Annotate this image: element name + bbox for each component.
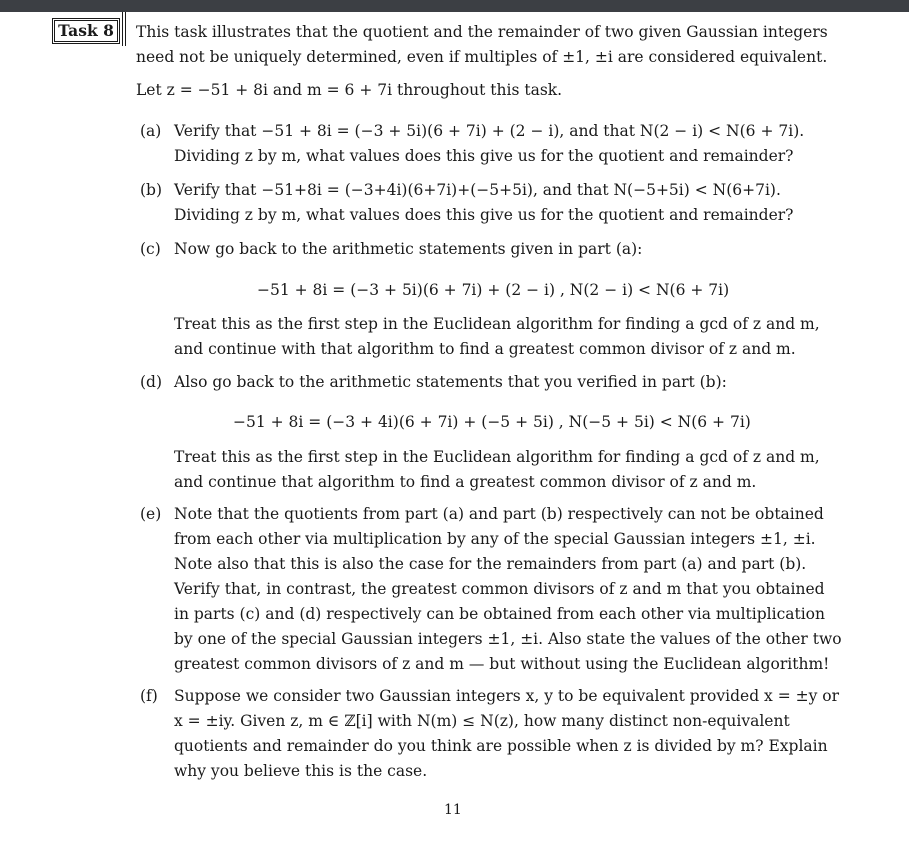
part-label: (b)	[140, 181, 163, 199]
part-line: Treat this as the first step in the Euclidean algorithm for finding a gcd of z and m,	[174, 315, 820, 333]
part-line: Also go back to the arithmetic statements that you verified in part (b):	[174, 373, 727, 391]
part-label: (d)	[140, 373, 163, 391]
part-line: Verify that, in contrast, the greatest common divisors of z and m that you obtained	[174, 580, 825, 598]
task-label-box: Task 8	[52, 18, 120, 44]
task-label-divider	[122, 12, 126, 46]
part-line: Dividing z by m, what values does this give us for the quotient and remainder?	[174, 206, 794, 224]
part-line: Note also that this is also the case for the remainders from part (a) and part (b).	[174, 555, 807, 573]
part-line: Verify that −51+8i = (−3+4i)(6+7i)+(−5+5i), and that N(−5+5i) < N(6+7i).	[174, 181, 781, 199]
part-line: Treat this as the first step in the Euclidean algorithm for finding a gcd of z and m,	[174, 448, 820, 466]
part-label: (c)	[140, 240, 161, 258]
part-c-equation: −51 + 8i = (−3 + 5i)(6 + 7i) + (2 − i) , N(2 − i) < N(6 + 7i)	[257, 281, 730, 299]
part-line: Verify that −51 + 8i = (−3 + 5i)(6 + 7i) + (2 − i), and that N(2 − i) < N(6 + 7i).	[174, 122, 805, 140]
part-line: Note that the quotients from part (a) and part (b) respectively can not be obtained	[174, 505, 824, 523]
part-line: Now go back to the arithmetic statements given in part (a):	[174, 240, 643, 258]
part-line: Dividing z by m, what values does this give us for the quotient and remainder?	[174, 147, 794, 165]
part-line: greatest common divisors of z and m — but without using the Euclidean algorithm!	[174, 655, 830, 673]
part-label: (f)	[140, 687, 158, 705]
page-number: 11	[444, 802, 462, 818]
part-line: Suppose we consider two Gaussian integers x, y to be equivalent provided x = ±y or	[174, 687, 840, 705]
part-line: and continue that algorithm to find a greatest common divisor of z and m.	[174, 473, 757, 491]
part-d-equation: −51 + 8i = (−3 + 4i)(6 + 7i) + (−5 + 5i) , N(−5 + 5i) < N(6 + 7i)	[233, 413, 751, 431]
part-label: (a)	[140, 122, 162, 140]
part-line: x = ±iy. Given z, m ∈ ℤ[i] with N(m) ≤ N(z), how many distinct non-equivalent	[174, 712, 790, 730]
part-line: from each other via multiplication by any of the special Gaussian integers ±1, ±i.	[174, 530, 816, 548]
part-line: why you believe this is the case.	[174, 762, 428, 780]
intro-line: This task illustrates that the quotient and the remainder of two given Gaussian integers	[136, 23, 828, 41]
let-statement: Let z = −51 + 8i and m = 6 + 7i throughout this task.	[136, 81, 563, 99]
part-line: in parts (c) and (d) respectively can be obtained from each other via multiplication	[174, 605, 825, 623]
part-label: (e)	[140, 505, 162, 523]
part-line: quotients and remainder do you think are possible when z is divided by m? Explain	[174, 737, 828, 755]
window-top-bar	[0, 0, 909, 12]
part-line: and continue with that algorithm to find a greatest common divisor of z and m.	[174, 340, 796, 358]
task-intro	[136, 20, 828, 70]
intro-line: need not be uniquely determined, even if multiples of ±1, ±i are considered equivalent.	[136, 48, 828, 66]
document-page	[0, 12, 909, 843]
part-line: by one of the special Gaussian integers ±1, ±i. Also state the values of the other two	[174, 630, 842, 648]
